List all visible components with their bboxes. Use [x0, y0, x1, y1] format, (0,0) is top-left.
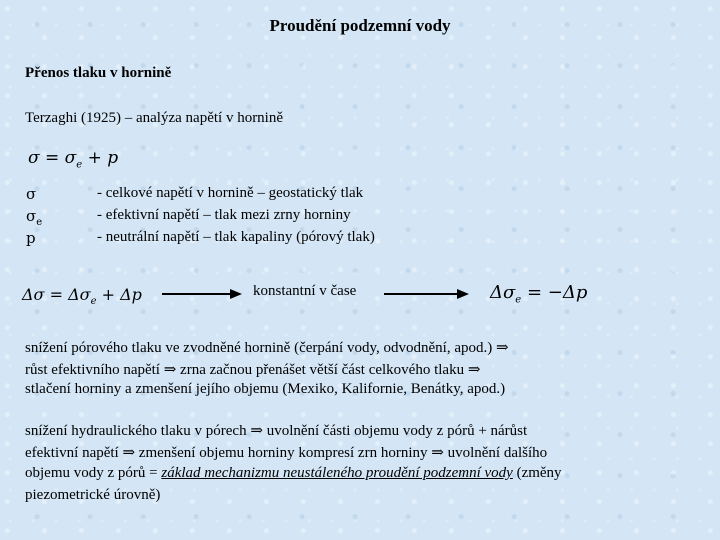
formula-plus: +: [87, 148, 102, 168]
implies-icon: ⇒: [431, 443, 444, 461]
implies-icon: ⇒: [495, 338, 509, 356]
constant-label: konstantní v čase: [253, 283, 357, 299]
def-symbol-p: p: [26, 229, 36, 247]
implies-icon: ⇒: [122, 443, 136, 461]
formula-p: p: [107, 148, 119, 168]
implies-icon: ⇒: [163, 360, 177, 378]
section-heading: Přenos tlaku v hornině: [25, 65, 172, 81]
result-equals: =: [526, 282, 543, 303]
formula-sub-e: e: [76, 159, 83, 171]
block1-line1: snížení pórového tlaku ve zvodněné hornině (čerpání vody, odvodnění, apod.) ⇒: [25, 338, 509, 356]
delta-sigma: Δσ: [22, 285, 45, 304]
delta-formula: [22, 285, 142, 307]
delta-sub-e: e: [90, 296, 97, 308]
def-symbol-sigma: σ: [26, 185, 37, 203]
implies-icon: ⇒: [467, 360, 481, 378]
def-symbol-sigma-e: $\sigma_e$: [26, 207, 43, 228]
terzaghi-formula: [28, 148, 118, 170]
block2-line1: snížení hydraulického tlaku v pórech ⇒ uvolnění části objemu vody z pórů + nárůst: [25, 421, 528, 439]
delta-plus: +: [101, 285, 115, 304]
def-text-p: - neutrální napětí – tlak kapaliny (pórový tlak): [97, 229, 375, 245]
arrow-right-icon: [162, 288, 242, 300]
def-text-sigma: - celkové napětí v hornině – geostatický tlak: [97, 185, 364, 201]
page-title: Proudění podzemní vody: [269, 16, 451, 35]
block1-line3: stlačení horniny a zmenšení jejího objemu (Mexiko, Kalifornie, Benátky, apod.): [25, 381, 506, 397]
key-mechanism-text: základ mechanizmu neustáleného proudění podzemní vody: [161, 465, 513, 481]
result-sub-e: e: [515, 294, 522, 306]
def-text-sigma-e: - efektivní napětí – tlak mezi zrny horniny: [97, 207, 351, 223]
delta-equals: =: [49, 285, 63, 304]
implies-icon: ⇒: [250, 421, 263, 439]
formula-sigma-e: σ: [64, 148, 77, 168]
block1-line2: růst efektivního napětí ⇒ zrna začnou přenášet větší část celkového tlaku ⇒: [25, 360, 481, 378]
delta-sigma-e: Δσ: [68, 285, 91, 304]
block2-line4: piezometrické úrovně): [25, 487, 161, 503]
formula-equals: =: [45, 148, 60, 168]
formula-sigma: σ: [28, 148, 40, 168]
intro-text: Terzaghi (1925) – analýza napětí v hornině: [25, 110, 284, 126]
result-formula: [490, 282, 587, 306]
block2-line2: efektivní napětí ⇒ zmenšení objemu horniny kompresí zrn horniny ⇒ uvolnění dalšího: [25, 443, 548, 461]
result-minus-delta-p: −Δp: [547, 282, 588, 303]
result-delta-sigma: Δσ: [490, 282, 516, 303]
arrow-right-icon: [384, 288, 469, 300]
block2-line3: objemu vody z pórů = základ mechanizmu neustáleného proudění podzemní vody (změny: [25, 465, 562, 481]
delta-p: Δp: [120, 285, 142, 304]
